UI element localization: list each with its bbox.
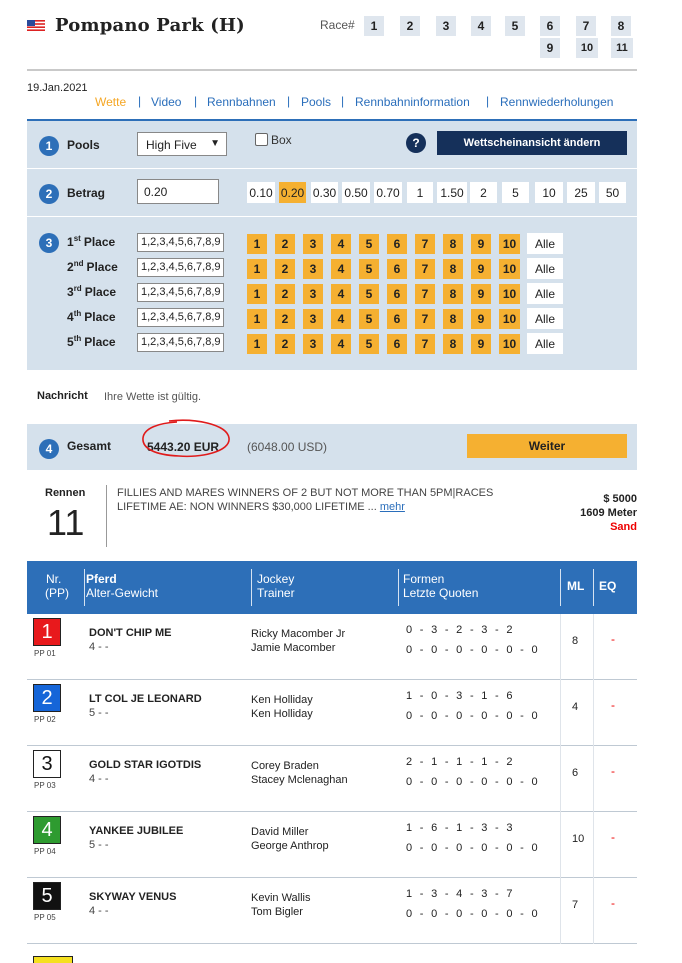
more-link[interactable]: mehr: [379, 501, 405, 513]
horse-number-badge: 4: [33, 816, 61, 844]
place-4-horse-2-button[interactable]: 2: [275, 309, 295, 329]
last-odds: 0 - 0 - 0 - 0 - 0 - 0: [406, 644, 538, 656]
place-5-horse-2-button[interactable]: 2: [275, 334, 295, 354]
place-label-3: [67, 284, 116, 299]
morning-line-odds: 6: [572, 767, 579, 779]
post-position: PP 01: [34, 649, 56, 658]
table-row[interactable]: [27, 878, 637, 944]
form-figures: 0 - 3 - 2 - 3 - 2: [406, 624, 513, 636]
nav-wette[interactable]: Wette: [95, 95, 127, 109]
amount-option-button[interactable]: 1.50: [437, 182, 467, 203]
nav-separator: |: [287, 94, 291, 108]
trainer-name: Ken Holliday: [251, 708, 313, 720]
place-5-horse-3-button[interactable]: 3: [303, 334, 323, 354]
place-3-horse-10-button[interactable]: 10: [499, 284, 520, 304]
place-4-horse-1-button[interactable]: 1: [247, 309, 267, 329]
place-5-all-button[interactable]: Alle: [527, 333, 563, 354]
morning-line-odds: 4: [572, 701, 579, 713]
place-5-horse-10-button[interactable]: 10: [499, 334, 520, 354]
place-4-horse-5-button[interactable]: 5: [359, 309, 379, 329]
race-button-11[interactable]: 11: [611, 38, 633, 58]
race-button-9[interactable]: 9: [540, 38, 560, 58]
trainer-name: George Anthrop: [251, 840, 329, 852]
place-3-horse-8-button[interactable]: 8: [443, 284, 463, 304]
place-4-horse-8-button[interactable]: 8: [443, 309, 463, 329]
nav-separator: |: [138, 94, 142, 108]
chevron-down-icon: ▼: [210, 138, 220, 149]
jockey-name: Corey Braden: [251, 760, 319, 772]
place-1-horse-3-button[interactable]: 3: [303, 234, 323, 254]
amount-input[interactable]: 0.20: [137, 179, 219, 204]
runners-table-header: [27, 561, 637, 614]
place-2-horse-4-button[interactable]: 4: [331, 259, 351, 279]
horse-age-weight: 4 - -: [89, 641, 109, 653]
place-1-horse-5-button[interactable]: 5: [359, 234, 379, 254]
box-checkbox[interactable]: [255, 133, 268, 146]
place-2-horse-1-button[interactable]: 1: [247, 259, 267, 279]
amount-label: Betrag: [67, 186, 106, 200]
place-ordinal: 1: [67, 235, 74, 249]
place-4-horse-3-button[interactable]: 3: [303, 309, 323, 329]
race-conditions: [117, 486, 517, 514]
column-separator: [593, 680, 594, 746]
pool-select[interactable]: [137, 132, 227, 156]
header-divider: [27, 69, 637, 71]
col-nr: Nr.: [46, 572, 62, 586]
form-figures: 1 - 3 - 4 - 3 - 7: [406, 888, 513, 900]
horse-age-weight: 5 - -: [89, 839, 109, 851]
horse-name[interactable]: GOLD STAR IGOTDIS: [89, 759, 202, 771]
place-2-horse-9-button[interactable]: 9: [471, 259, 491, 279]
continue-button[interactable]: Weiter: [467, 434, 627, 458]
place-5-horse-1-button[interactable]: 1: [247, 334, 267, 354]
table-row[interactable]: [27, 614, 637, 680]
box-label: Box: [271, 133, 292, 147]
place-1-horse-6-button[interactable]: 6: [387, 234, 407, 254]
place-5-selection-input[interactable]: 1,2,3,4,5,6,7,8,9: [137, 333, 224, 352]
place-5-horse-7-button[interactable]: 7: [415, 334, 435, 354]
nav-separator: |: [341, 94, 345, 108]
race-button-10[interactable]: 10: [576, 38, 598, 58]
nav-separator: |: [194, 94, 198, 108]
nav-rennwiederholungen[interactable]: Rennwiederholungen: [500, 95, 614, 109]
step-2-badge: 2: [39, 184, 59, 204]
place-word: Place: [84, 285, 117, 299]
help-icon[interactable]: ?: [406, 133, 426, 153]
place-word: Place: [86, 260, 118, 274]
column-separator: [593, 812, 594, 878]
header-separator: [398, 569, 399, 606]
place-1-selection-input[interactable]: 1,2,3,4,5,6,7,8,9: [137, 233, 224, 252]
place-ordinal: 2: [67, 260, 74, 274]
column-separator: [560, 878, 561, 944]
column-separator: [593, 746, 594, 812]
total-label: Gesamt: [67, 439, 112, 453]
col-trainer: Trainer: [257, 586, 295, 600]
place-3-horse-2-button[interactable]: 2: [275, 284, 295, 304]
column-separator: [593, 878, 594, 944]
amount-option-button[interactable]: 0.70: [374, 182, 402, 203]
amount-option-button[interactable]: 0.30: [311, 182, 338, 203]
col-jockey: Jockey: [257, 572, 295, 586]
place-label-4: [67, 309, 116, 324]
jockey-name: David Miller: [251, 826, 309, 838]
surface: Sand: [610, 521, 637, 533]
horse-age-weight: 4 - -: [89, 905, 109, 917]
horse-age-weight: 4 - -: [89, 773, 109, 785]
jockey-name: Kevin Wallis: [251, 892, 311, 904]
post-position: PP 03: [34, 781, 56, 790]
place-1-horse-7-button[interactable]: 7: [415, 234, 435, 254]
column-separator: [560, 812, 561, 878]
amount-option-button[interactable]: 0.20: [279, 182, 306, 203]
place-3-horse-6-button[interactable]: 6: [387, 284, 407, 304]
last-odds: 0 - 0 - 0 - 0 - 0 - 0: [406, 908, 538, 920]
column-separator: [560, 746, 561, 812]
place-4-horse-10-button[interactable]: 10: [499, 309, 520, 329]
col-eq: EQ: [599, 579, 617, 593]
place-ordinal: 3: [67, 285, 74, 299]
equipment: -: [611, 896, 615, 910]
horse-6-number-partial: [33, 956, 73, 963]
equipment: -: [611, 698, 615, 712]
place-4-all-button[interactable]: Alle: [527, 308, 563, 329]
equipment: -: [611, 830, 615, 844]
place-ordinal: 4: [67, 310, 74, 324]
form-figures: 1 - 6 - 1 - 3 - 3: [406, 822, 513, 834]
place-2-horse-7-button[interactable]: 7: [415, 259, 435, 279]
place-2-all-button[interactable]: Alle: [527, 258, 563, 279]
place-3-horse-7-button[interactable]: 7: [415, 284, 435, 304]
horse-age-weight: 5 - -: [89, 707, 109, 719]
nav-separator: |: [486, 94, 490, 108]
place-label-5: [67, 334, 116, 349]
race-button-4[interactable]: 4: [471, 16, 491, 36]
race-date: 19.Jan.2021: [27, 82, 88, 94]
last-odds: 0 - 0 - 0 - 0 - 0 - 0: [406, 710, 538, 722]
race-number: 11: [47, 502, 85, 543]
us-flag-icon: [27, 20, 45, 31]
trainer-name: Tom Bigler: [251, 906, 303, 918]
col-form: Formen: [403, 572, 445, 586]
place-2-horse-2-button[interactable]: 2: [275, 259, 295, 279]
place-3-horse-1-button[interactable]: 1: [247, 284, 267, 304]
race-button-3[interactable]: 3: [436, 16, 456, 36]
place-2-selection-input[interactable]: 1,2,3,4,5,6,7,8,9: [137, 258, 224, 277]
amount-option-button[interactable]: 1: [407, 182, 433, 203]
header-separator: [251, 569, 252, 606]
place-2-horse-10-button[interactable]: 10: [499, 259, 520, 279]
horse-number-badge: 1: [33, 618, 61, 646]
place-word: Place: [83, 235, 116, 249]
race-conditions-text: FILLIES AND MARES WINNERS OF 2 BUT NOT MORE THAN 5PM|RACES LIFETIME AE: NON WINNERS $30,000 LIFETIME ...: [117, 487, 494, 513]
race-label: Rennen: [45, 487, 86, 499]
place-5-horse-9-button[interactable]: 9: [471, 334, 491, 354]
amount-option-button[interactable]: 5: [502, 182, 529, 203]
amount-option-button[interactable]: 2: [470, 182, 497, 203]
change-ticket-view-button[interactable]: Wettscheinansicht ändern: [437, 131, 627, 155]
pools-label: Pools: [67, 138, 100, 152]
place-ordinal-suffix: st: [73, 234, 81, 243]
place-ordinal-suffix: th: [73, 334, 82, 343]
place-5-horse-4-button[interactable]: 4: [331, 334, 351, 354]
step-3-badge: 3: [39, 233, 59, 253]
col-horse[interactable]: Pferd: [86, 572, 117, 586]
col-ml: ML: [567, 579, 585, 593]
race-button-2[interactable]: 2: [400, 16, 420, 36]
horse-name[interactable]: LT COL JE LEONARD: [89, 693, 202, 705]
purse: $ 5000: [603, 493, 637, 505]
place-1-all-button[interactable]: Alle: [527, 233, 563, 254]
amount-option-button[interactable]: 50: [599, 182, 626, 203]
table-row[interactable]: [27, 680, 637, 746]
race-button-8[interactable]: 8: [611, 16, 631, 36]
post-position: PP 05: [34, 913, 56, 922]
race-button-6[interactable]: 6: [540, 16, 560, 36]
equipment: -: [611, 632, 615, 646]
post-position: PP 04: [34, 847, 56, 856]
morning-line-odds: 10: [572, 833, 585, 845]
horse-name[interactable]: SKYWAY VENUS: [89, 891, 177, 903]
place-ordinal-suffix: nd: [73, 259, 84, 268]
col-age-weight: Alter-Gewicht: [86, 586, 159, 600]
place-3-horse-5-button[interactable]: 5: [359, 284, 379, 304]
form-figures: 1 - 0 - 3 - 1 - 6: [406, 690, 513, 702]
place-2-horse-3-button[interactable]: 3: [303, 259, 323, 279]
place-1-horse-8-button[interactable]: 8: [443, 234, 463, 254]
place-3-horse-4-button[interactable]: 4: [331, 284, 351, 304]
place-3-all-button[interactable]: Alle: [527, 283, 563, 304]
race-purse-info: [580, 492, 637, 534]
race-info-divider: [106, 485, 107, 547]
step-1-badge: 1: [39, 136, 59, 156]
last-odds: 0 - 0 - 0 - 0 - 0 - 0: [406, 842, 538, 854]
horse-number-badge: 3: [33, 750, 61, 778]
table-row[interactable]: [27, 746, 637, 812]
place-3-horse-3-button[interactable]: 3: [303, 284, 323, 304]
step-4-badge: 4: [39, 439, 59, 459]
place-3-horse-9-button[interactable]: 9: [471, 284, 491, 304]
place-5-horse-6-button[interactable]: 6: [387, 334, 407, 354]
place-1-horse-4-button[interactable]: 4: [331, 234, 351, 254]
place-ordinal: 5: [67, 335, 74, 349]
race-number-label: Race#: [320, 18, 355, 32]
amount-option-button[interactable]: 0.50: [342, 182, 370, 203]
place-5-horse-8-button[interactable]: 8: [443, 334, 463, 354]
place-label-1: [67, 234, 115, 249]
race-button-5[interactable]: 5: [505, 16, 525, 36]
nav-rennbahnen[interactable]: Rennbahnen: [207, 95, 276, 109]
last-odds: 0 - 0 - 0 - 0 - 0 - 0: [406, 776, 538, 788]
horse-number-badge: 2: [33, 684, 61, 712]
header-separator: [593, 569, 594, 606]
equipment: -: [611, 764, 615, 778]
place-word: Place: [84, 310, 116, 324]
place-1-horse-2-button[interactable]: 2: [275, 234, 295, 254]
place-word: Place: [84, 335, 116, 349]
place-1-horse-1-button[interactable]: 1: [247, 234, 267, 254]
place-4-horse-4-button[interactable]: 4: [331, 309, 351, 329]
amount-option-button[interactable]: 0.10: [247, 182, 275, 203]
panel-top-border: [27, 119, 637, 121]
place-ordinal-suffix: rd: [73, 284, 82, 293]
horse-name[interactable]: DON'T CHIP ME: [89, 627, 172, 639]
amount-option-button[interactable]: 25: [567, 182, 595, 203]
race-button-1[interactable]: 1: [364, 16, 384, 36]
place-4-horse-7-button[interactable]: 7: [415, 309, 435, 329]
horse-name[interactable]: YANKEE JUBILEE: [89, 825, 184, 837]
column-separator: [560, 680, 561, 746]
place-4-horse-9-button[interactable]: 9: [471, 309, 491, 329]
total-eur: 5443.20 EUR: [147, 440, 220, 454]
place-label-2: [67, 259, 118, 274]
race-button-7[interactable]: 7: [576, 16, 596, 36]
place-2-horse-8-button[interactable]: 8: [443, 259, 463, 279]
red-circle-annotation: [139, 418, 233, 460]
nav-video[interactable]: Video: [151, 95, 182, 109]
horse-number-badge: 5: [33, 882, 61, 910]
panel-divider: [27, 168, 637, 169]
post-position: PP 02: [34, 715, 56, 724]
column-separator: [560, 614, 561, 680]
header-separator: [560, 569, 561, 606]
table-row[interactable]: [27, 812, 637, 878]
jockey-name: Ken Holliday: [251, 694, 313, 706]
header-separator: [84, 569, 85, 606]
col-last-odds: Letzte Quoten: [403, 586, 479, 600]
place-5-horse-5-button[interactable]: 5: [359, 334, 379, 354]
morning-line-odds: 8: [572, 635, 579, 647]
place-1-horse-9-button[interactable]: 9: [471, 234, 491, 254]
place-2-horse-6-button[interactable]: 6: [387, 259, 407, 279]
place-4-selection-input[interactable]: 1,2,3,4,5,6,7,8,9: [137, 308, 224, 327]
nav-pools[interactable]: Pools: [301, 95, 332, 109]
nav-rennbahninformation[interactable]: Rennbahninformation: [355, 95, 470, 109]
message-text: Ihre Wette ist gültig.: [104, 391, 202, 403]
place-2-horse-5-button[interactable]: 5: [359, 259, 379, 279]
trainer-name: Stacey Mclenaghan: [251, 774, 348, 786]
form-figures: 2 - 1 - 1 - 1 - 2: [406, 756, 513, 768]
distance: 1609 Meter: [580, 507, 637, 519]
track-title: Pompano Park (H): [55, 15, 245, 36]
amount-option-button[interactable]: 10: [535, 182, 563, 203]
column-separator: [593, 614, 594, 680]
pool-select-value: High Five: [146, 138, 197, 152]
panel-divider: [27, 216, 637, 217]
total-usd: (6048.00 USD): [247, 440, 328, 454]
jockey-name: Ricky Macomber Jr: [251, 628, 346, 640]
morning-line-odds: 7: [572, 899, 579, 911]
place-1-horse-10-button[interactable]: 10: [499, 234, 520, 254]
place-4-horse-6-button[interactable]: 6: [387, 309, 407, 329]
message-label: Nachricht: [37, 390, 88, 402]
trainer-name: Jamie Macomber: [251, 642, 336, 654]
place-3-selection-input[interactable]: 1,2,3,4,5,6,7,8,9: [137, 283, 224, 302]
place-ordinal-suffix: th: [73, 309, 82, 318]
col-pp: (PP): [45, 586, 69, 600]
